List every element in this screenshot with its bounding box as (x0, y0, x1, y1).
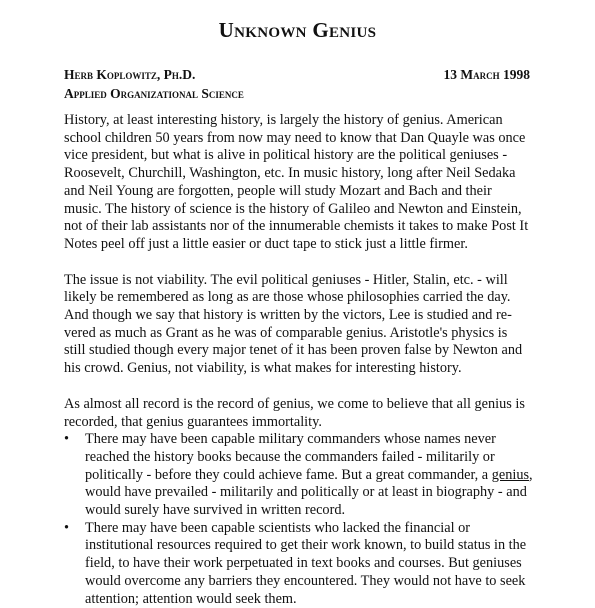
text-line: institutional resources required to get their work known, to build status in the (85, 537, 527, 554)
text-line: recorded, that genius guarantees immortality. (64, 413, 322, 430)
text-line: still studied though every major tenet of it has been proven false by Newton and (64, 342, 523, 359)
text-line: not of their lab assistants nor of the innumerable chemists it takes to make Post It (64, 218, 529, 235)
text-line: reached the history books because the commanders failed - militarily or (85, 448, 495, 465)
text-segment: politically - before they could achieve fame. But a great commander, a (85, 466, 492, 483)
document-title: Unknown Genius (218, 18, 377, 42)
text-line: vice president, but what is alive in political history are the political geniuses - (64, 147, 508, 164)
text-line: Roosevelt, Churchill, Washington, etc. In music history, long after Neil Sedaka (64, 165, 516, 182)
text-line: field, to have their work perpetuated in text books and courses. But geniuses (85, 555, 522, 572)
document-header (64, 65, 530, 103)
text-line: would overcome any barriers they encountered. They would not have to seek (85, 572, 526, 589)
text-segment: , (529, 466, 533, 483)
bullet-icon: • (64, 519, 70, 536)
text-line: likely be remembered as long as are those whose philosophies carried the day. (64, 289, 511, 306)
author-name: Herb Koplowitz, Ph.D. (64, 67, 196, 82)
text-line: There may have been capable scientists who lacked the financial or (85, 519, 471, 536)
text-line: and Neil Young are forgotten, people will study Mozart and Bach and their (64, 182, 492, 199)
text-line: school children 50 years from now may need to know that Dan Quayle was once (64, 129, 526, 146)
text-line: music. The history of science is the history of Galileo and Newton and Einstein, (64, 200, 522, 217)
text-line: attention; attention would seek them. (85, 590, 297, 607)
bullet-icon: • (64, 431, 70, 448)
bullet-list (64, 431, 540, 608)
document-body (64, 112, 540, 608)
text-line: History, at least interesting history, is largely the history of genius. American (64, 112, 503, 128)
text-line: There may have been capable military commanders whose names never (85, 431, 496, 448)
paragraph (64, 112, 540, 254)
text-line: vered as much as Grant as he was of comparable genius. Aristotle's physics is (64, 324, 508, 341)
list-item (64, 520, 540, 608)
affiliation: Applied Organizational Science (64, 86, 244, 101)
text-line: would have prevailed - militarily and politically or at least in biography - and (85, 484, 527, 501)
underlined-word: genius (491, 466, 530, 483)
text-line: As almost all record is the record of genius, we come to believe that all genius is (64, 395, 525, 412)
text-line: would surely have survived in written record. (85, 502, 346, 519)
paragraph (64, 396, 540, 431)
text-line: Notes peel off just a little easier or duct tape to stick just a little firmer. (64, 235, 468, 252)
document-date: 13 March 1998 (443, 67, 530, 82)
text-line (85, 467, 540, 485)
paragraph (64, 272, 540, 378)
list-item (64, 431, 540, 520)
text-line: The issue is not viability. The evil political geniuses - Hitler, Stalin, etc. - will (64, 271, 508, 288)
text-line: his crowd. Genius, not viability, is what makes for interesting history. (64, 360, 462, 377)
text-line: And though we say that history is written by the victors, Lee is studied and re- (64, 307, 512, 324)
